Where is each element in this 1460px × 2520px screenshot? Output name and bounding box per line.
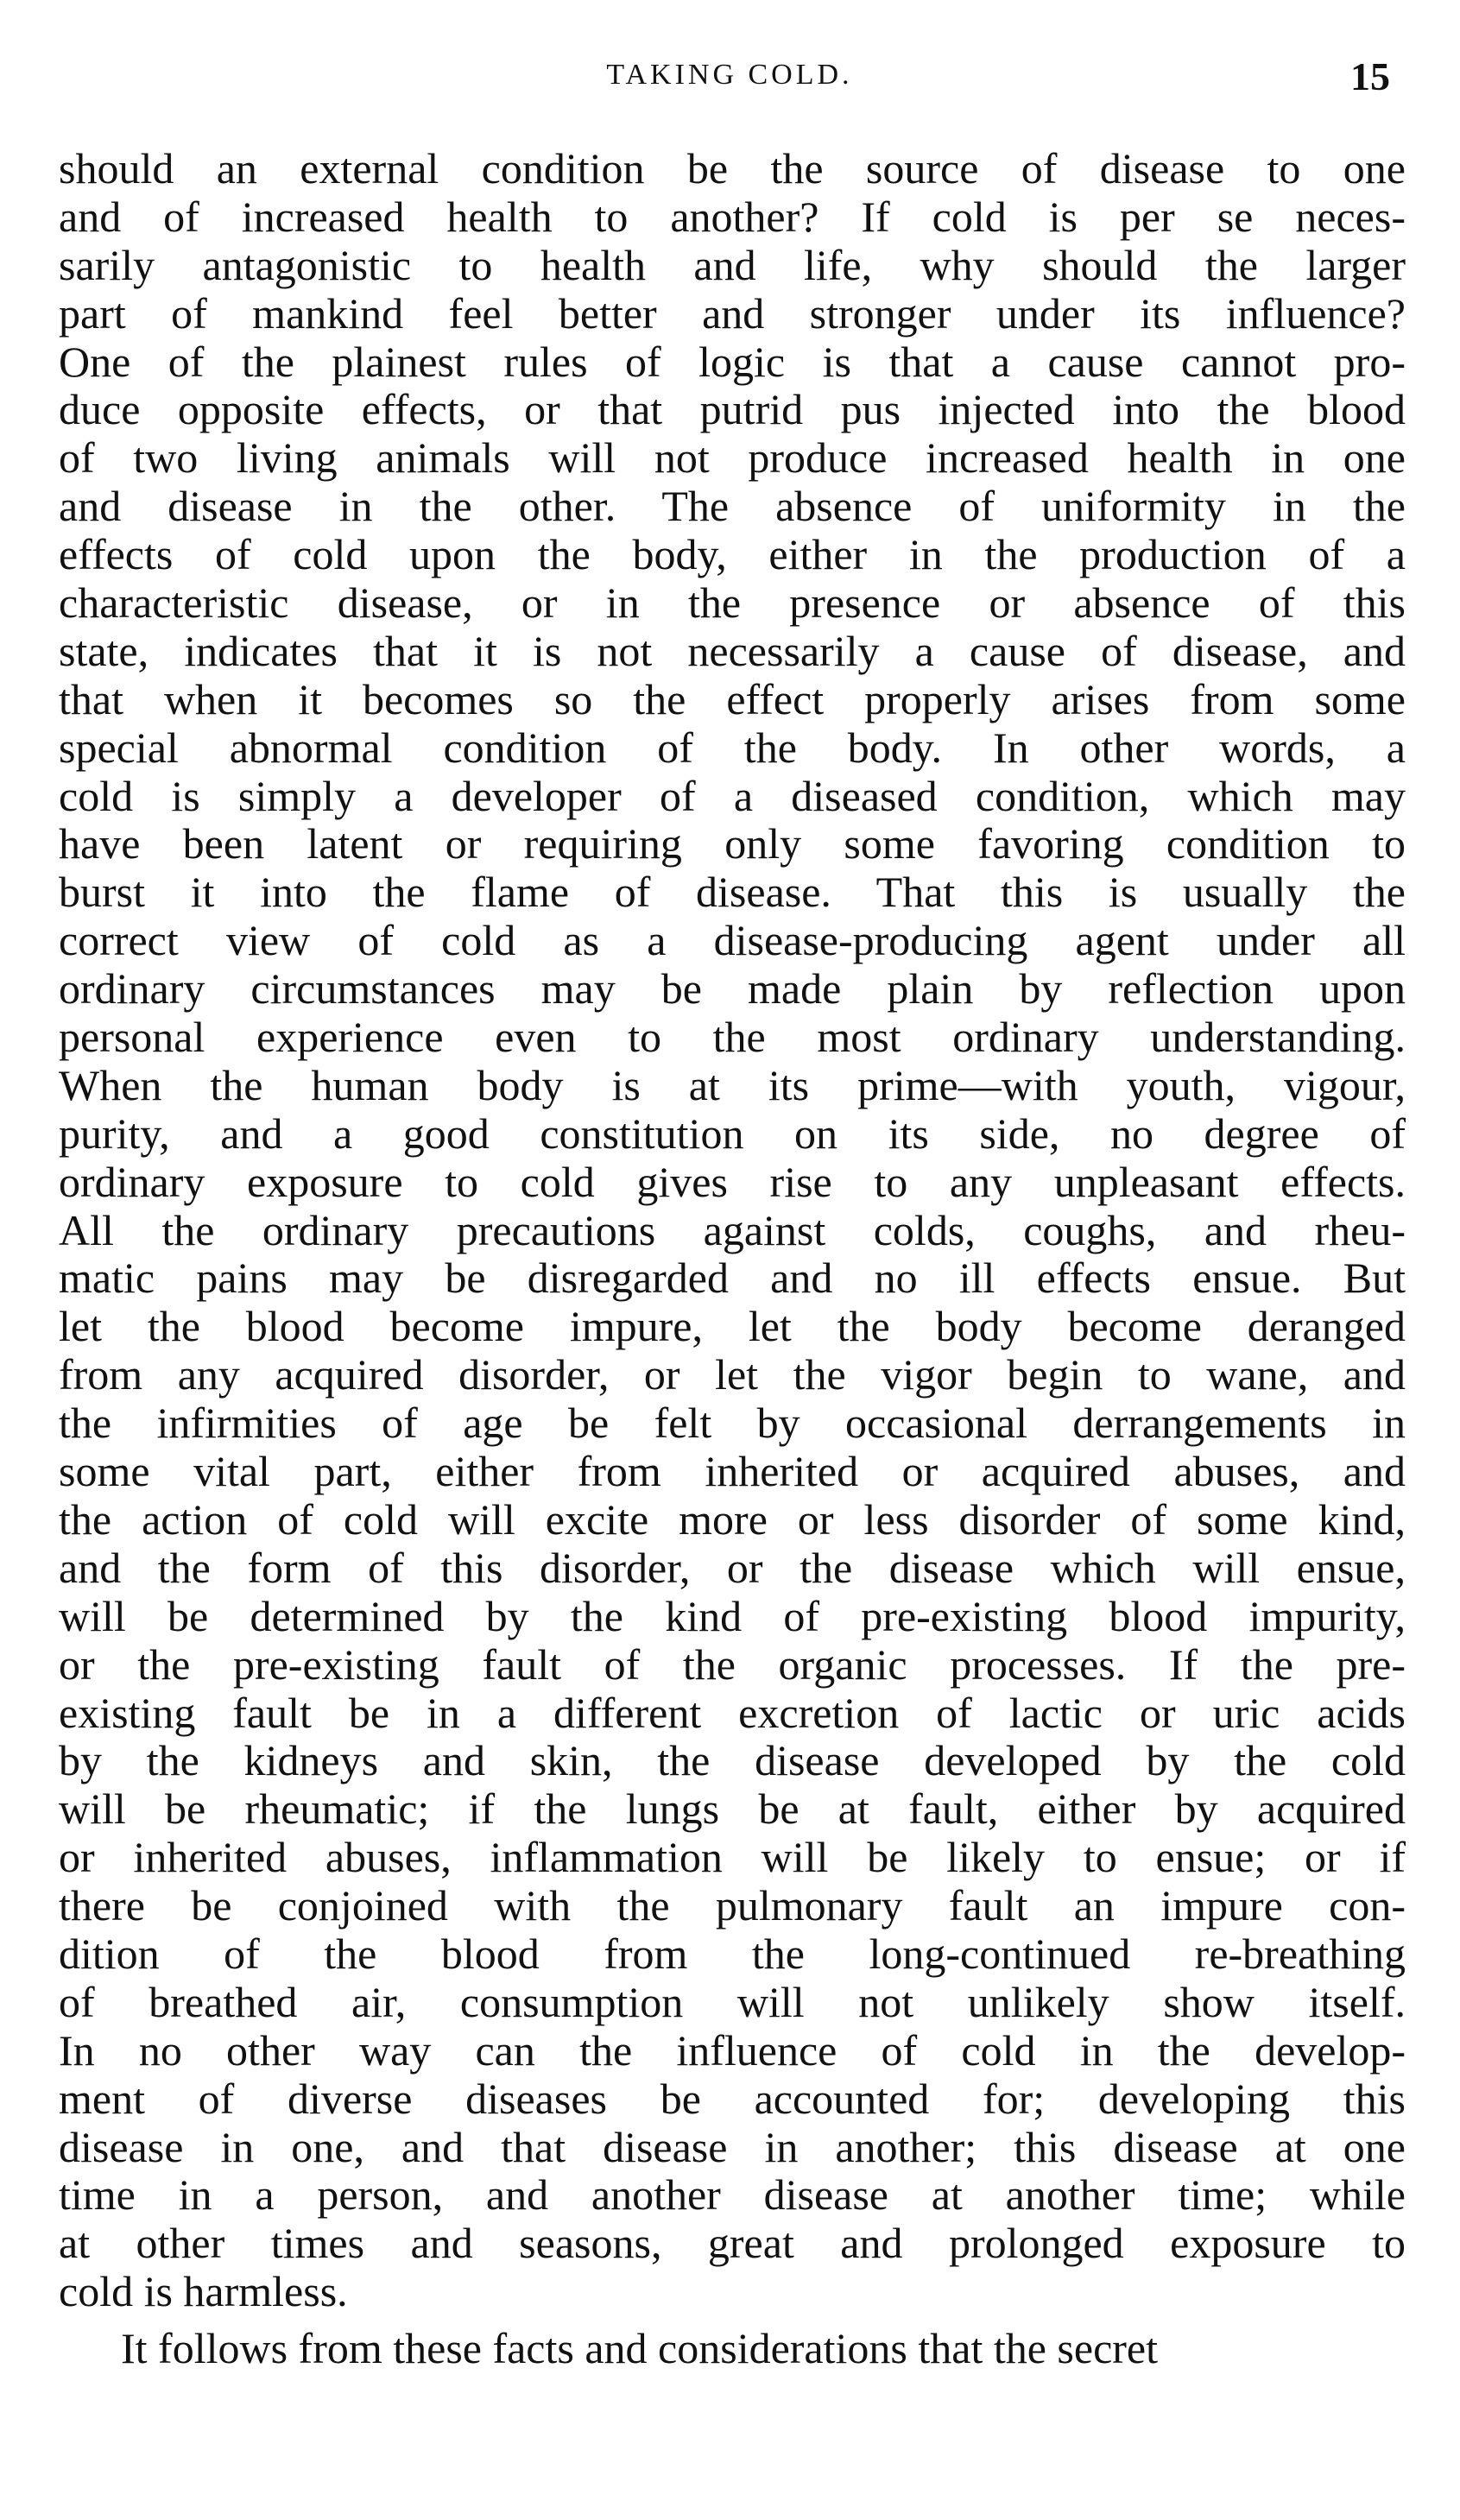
- text-line: and the form of this disorder, or the disease which will ensue,: [59, 1543, 1406, 1592]
- text-line: have been latent or requiring only some favoring condition to: [59, 819, 1406, 868]
- text-line: special abnormal condition of the body. In other words, a: [59, 723, 1406, 772]
- text-line: at other times and seasons, great and prolonged exposure to: [59, 2219, 1406, 2268]
- text-line: and disease in the other. The absence of uniformity in the: [59, 482, 1406, 531]
- text-line: the infirmities of age be felt by occasional derrangements in: [59, 1399, 1406, 1448]
- text-line: In no other way can the influence of cold in the develop-: [59, 2025, 1406, 2075]
- text-line: existing fault be in a different excretion of lactic or uric acids: [59, 1688, 1406, 1737]
- body-text: [59, 145, 1406, 2373]
- text-line: of two living animals will not produce increased health in one: [59, 433, 1406, 483]
- text-line: from any acquired disorder, or let the vigor begin to wane, and: [59, 1350, 1406, 1399]
- text-line: purity, and a good constitution on its side, no degree of: [59, 1108, 1406, 1158]
- text-line: state, indicates that it is not necessarily a cause of disease, and: [59, 626, 1406, 675]
- text-line: will be rheumatic; if the lungs be at fault, either by acquired: [59, 1784, 1406, 1834]
- text-line: personal experience even to the most ordinary understanding.: [59, 1013, 1406, 1062]
- text-line: will be determined by the kind of pre-existing blood impurity,: [59, 1591, 1406, 1640]
- text-line: correct view of cold as a disease-producing agent under all: [59, 916, 1406, 965]
- text-line: let the blood become impure, let the body become deranged: [59, 1302, 1406, 1351]
- text-line: should an external condition be the source of disease to one: [59, 144, 1406, 193]
- running-head: [60, 54, 1399, 105]
- paragraph-end-line: cold is harmless.: [59, 2267, 348, 2316]
- text-line: dition of the blood from the long-continued re-breathing: [59, 1929, 1406, 1978]
- text-line: the action of cold will excite more or less disorder of some kind,: [59, 1494, 1406, 1544]
- text-line: matic pains may be disregarded and no ill effects ensue. But: [59, 1254, 1406, 1303]
- text-line: sarily antagonistic to health and life, why should the larger: [59, 240, 1406, 289]
- text-line: part of mankind feel better and stronger under its influence?: [59, 288, 1406, 338]
- text-line: or the pre-existing fault of the organic processes. If the pre-: [59, 1639, 1406, 1689]
- text-line: that when it becomes so the effect properly arises from some: [59, 674, 1406, 723]
- text-line: ordinary exposure to cold gives rise to any unpleasant effects.: [59, 1157, 1406, 1206]
- text-line: there be conjoined with the pulmonary fault an impure con-: [59, 1881, 1406, 1930]
- text-line: ordinary circumstances may be made plain by reflection upon: [59, 964, 1406, 1014]
- text-line: cold is simply a developer of a diseased condition, which may: [59, 771, 1406, 820]
- text-line: burst it into the flame of disease. That this is usually the: [59, 868, 1406, 917]
- text-line: When the human body is at its prime—with youth, vigour,: [59, 1060, 1406, 1109]
- text-line: effects of cold upon the body, either in the production of a: [59, 530, 1406, 579]
- text-line: some vital part, either from inherited or acquired abuses, and: [59, 1447, 1406, 1496]
- text-line: by the kidneys and skin, the disease developed by the cold: [59, 1736, 1406, 1785]
- text-line: disease in one, and that disease in another; this disease at one: [59, 2122, 1406, 2171]
- paragraph-start-line: It follows from these facts and considerations that the secret: [121, 2324, 1159, 2373]
- text-line: time in a person, and another disease at another time; while: [59, 2170, 1406, 2220]
- text-line: ment of diverse diseases be accounted for; developing this: [59, 2074, 1406, 2123]
- running-title: TAKING COLD.: [606, 59, 853, 91]
- text-line: characteristic disease, or in the presence or absence of this: [59, 578, 1406, 628]
- text-line: duce opposite effects, or that putrid pus injected into the blood: [59, 385, 1406, 434]
- text-line: One of the plainest rules of logic is that a cause cannot pro-: [59, 337, 1406, 386]
- text-line: or inherited abuses, inflammation will be likely to ensue; or if: [59, 1833, 1406, 1882]
- page-number: 15: [1350, 54, 1390, 98]
- text-line: and of increased health to another? If cold is per se neces-: [59, 192, 1406, 241]
- text-line: of breathed air, consumption will not unlikely show itself.: [59, 1977, 1406, 2026]
- text-line: All the ordinary precautions against colds, coughs, and rheu-: [59, 1205, 1406, 1254]
